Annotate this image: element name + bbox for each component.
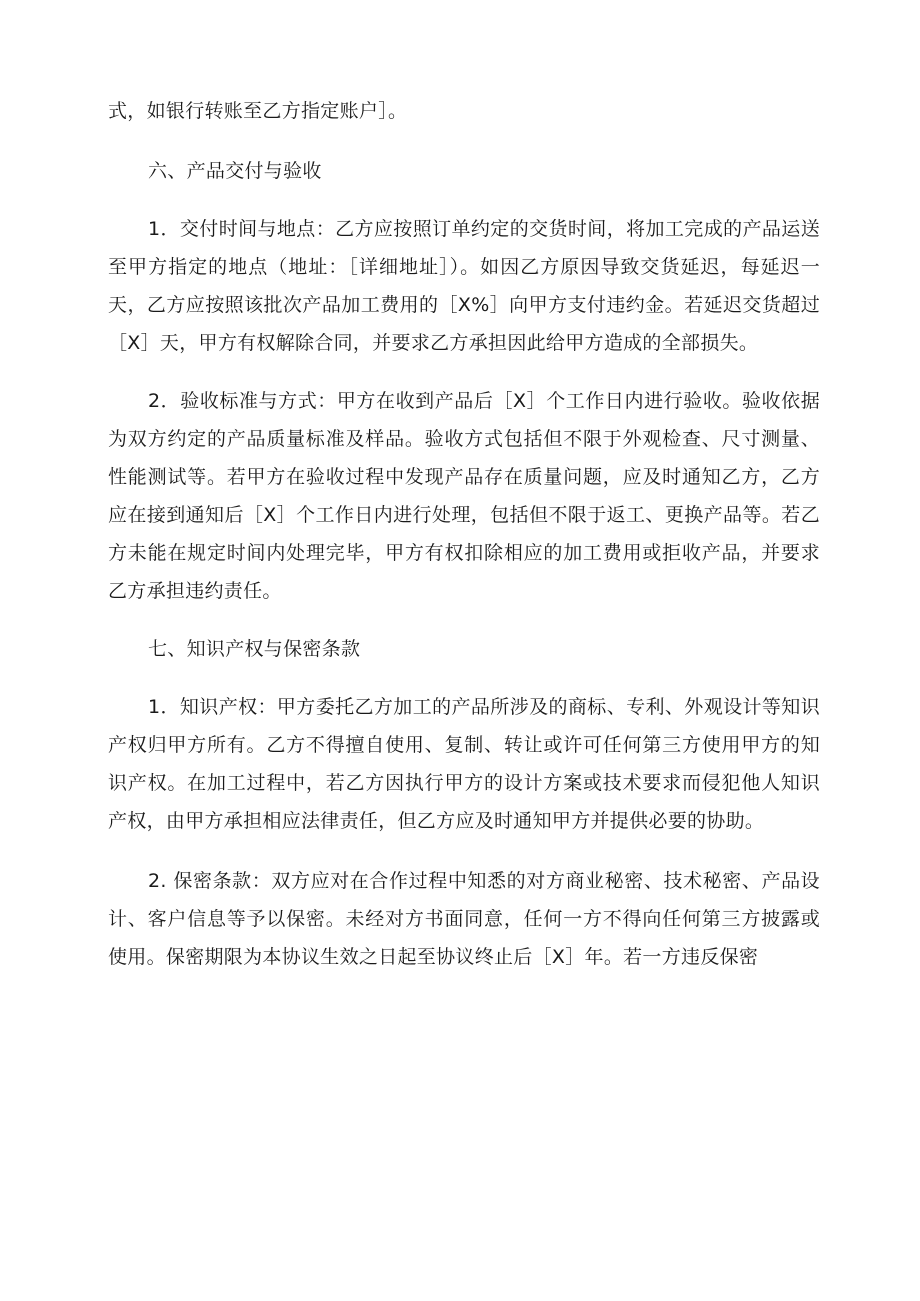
paragraph-acceptance-standard: 2．验收标准与方式：甲方在收到产品后［X］个工作日内进行验收。验收依据为双方约定的产品质量标准及样品。验收方式包括但不限于外观检查、尺寸测量、性能测试等。若甲方在验收过程中发现产品存在质量问题，应及时通知乙方，乙方应在接到通知后［X］个工作日内进行处理，包括但不限于返工、更换产品等。若乙方未能在规定时间内处理完毕，甲方有权扣除相应的加工费用或拒收产品，并要求乙方承担违约责任。 <box>108 390 820 602</box>
paragraph-delivery-time-location: 1．交付时间与地点：乙方应按照订单约定的交货时间，将加工完成的产品运送至甲方指定的地点（地址：［详细地址］）。如因乙方原因导致交货延迟，每延迟一天，乙方应按照该批次产品加工费用的［X%］向甲方支付违约金。若延迟交货超过［X］天，甲方有权解除合同，并要求乙方承担因此给甲方造成的全部损失。 <box>108 218 820 354</box>
paragraph-confidentiality: 2. 保密条款：双方应对在合作过程中知悉的对方商业秘密、技术秘密、产品设计、客户信息等予以保密。未经对方书面同意，任何一方不得向任何第三方披露或使用。保密期限为本协议生效之日起至协议终止后［X］年。若一方违反保密 <box>108 870 820 968</box>
section-heading-delivery-acceptance: 六、产品交付与验收 <box>148 160 322 182</box>
document-page <box>108 92 820 976</box>
paragraph-intellectual-property: 1．知识产权：甲方委托乙方加工的产品所涉及的商标、专利、外观设计等知识产权归甲方所有。乙方不得擅自使用、复制、转让或许可任何第三方使用甲方的知识产权。在加工过程中，若乙方因执行甲方的设计方案或技术要求而侵犯他人知识产权，由甲方承担相应法律责任，但乙方应及时通知甲方并提供必要的协助。 <box>108 696 820 832</box>
paragraph-payment-continued: 式，如银行转账至乙方指定账户］。 <box>108 100 408 122</box>
section-heading-ip-confidentiality: 七、知识产权与保密条款 <box>148 638 361 660</box>
